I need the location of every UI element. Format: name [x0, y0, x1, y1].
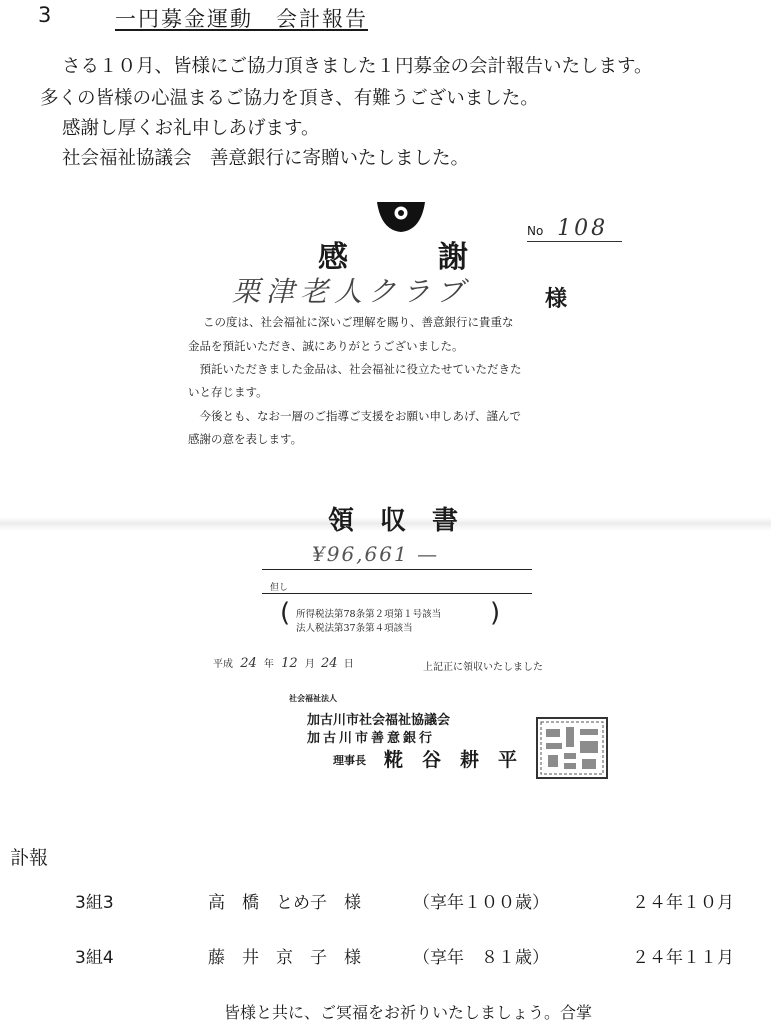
- date-month-label: 月: [304, 659, 315, 670]
- tadashi-label: 但し: [270, 583, 289, 593]
- left-paren: (: [280, 598, 291, 628]
- date-era: 平成: [213, 659, 233, 670]
- section-number: 3: [38, 3, 52, 27]
- receipt-date: [213, 655, 354, 671]
- certificate-body-line: 今後とも、なお一層のご指導ご支援をお願い申しあげ、謹んで: [188, 409, 522, 423]
- obituary-date: ２４年１１月: [632, 948, 734, 968]
- obituary-group: 3組3: [75, 893, 114, 913]
- certificate-body-line: 金品を預託いただき、誠にありがとうございました。: [188, 339, 464, 353]
- intro-line-2: 多くの皆様の心温まるご協力を頂き、有難うございました。: [40, 88, 539, 109]
- obituary-heading: 訃報: [10, 847, 49, 869]
- date-day-label: 日: [343, 659, 354, 670]
- recipient-honorific: 様: [545, 286, 568, 312]
- intro-line-1: さる１０月、皆様にご協力頂きました１円募金の会計報告いたします。: [62, 56, 653, 77]
- org-line-1: 加古川市社会福祉協議会: [307, 713, 451, 728]
- certificate-number: [527, 216, 622, 242]
- org-type: 社会福祉法人: [289, 694, 337, 703]
- intro-line-4: 社会福祉協議会 善意銀行に寄贈いたしました。: [62, 148, 470, 169]
- date-year-label: 年: [263, 659, 274, 670]
- official-seal-stamp: [536, 717, 608, 783]
- receipt-amount-handwritten: ¥96,661 —: [312, 542, 440, 566]
- certificate-body-line: この度は、社会福祉に深いご理解を賜り、善意銀行に貴重な: [203, 315, 514, 329]
- tadashi-underline: [262, 593, 532, 594]
- recipient-handwritten: 栗津老人クラブ: [232, 275, 471, 308]
- number-value: 108: [557, 216, 609, 241]
- certificate-title: 感 謝: [318, 240, 468, 275]
- obituary-closing: 皆様と共に、ご冥福をお祈りいたしましょう。合掌: [224, 1003, 593, 1022]
- legal-line: 法人税法第37条第４項該当: [296, 623, 413, 634]
- obituary-date: ２４年１０月: [632, 893, 734, 913]
- chair-title: 理事長: [333, 754, 366, 767]
- right-paren: ): [490, 598, 501, 628]
- certificate-body-line: 預託いただきました金品は、社会福祉に役立たせていただきた: [188, 362, 522, 376]
- date-month: 12: [281, 656, 298, 671]
- obituary-age: （享年 ８１歳）: [413, 948, 549, 968]
- chair-name: 糀 谷 耕 平: [384, 749, 518, 771]
- obituary-name: 高 橋 とめ子 様: [208, 893, 361, 913]
- legal-line: 所得税法第78条第２項第１号該当: [296, 609, 442, 620]
- date-day: 24: [321, 656, 338, 671]
- obituary-group: 3組4: [75, 948, 114, 968]
- obituary-name: 藤 井 京 子 様: [208, 948, 361, 968]
- date-year: 24: [240, 656, 257, 671]
- obituary-age: （享年１００歳）: [413, 893, 549, 913]
- certificate-body-line: いと存じます。: [188, 385, 268, 399]
- receipt-title: 領 収 書: [328, 506, 459, 536]
- certificate-body-line: 感謝の意を表します。: [188, 432, 303, 446]
- receipt-date-suffix: 上記正に領収いたしました: [423, 662, 543, 673]
- number-label: No: [527, 224, 544, 238]
- intro-line-3: 感謝し厚くお礼申しあげます。: [62, 118, 320, 139]
- org-line-2: 加古川市善意銀行: [307, 731, 436, 746]
- report-title: 一円募金運動 会計報告: [115, 7, 368, 31]
- amount-underline: [262, 569, 532, 570]
